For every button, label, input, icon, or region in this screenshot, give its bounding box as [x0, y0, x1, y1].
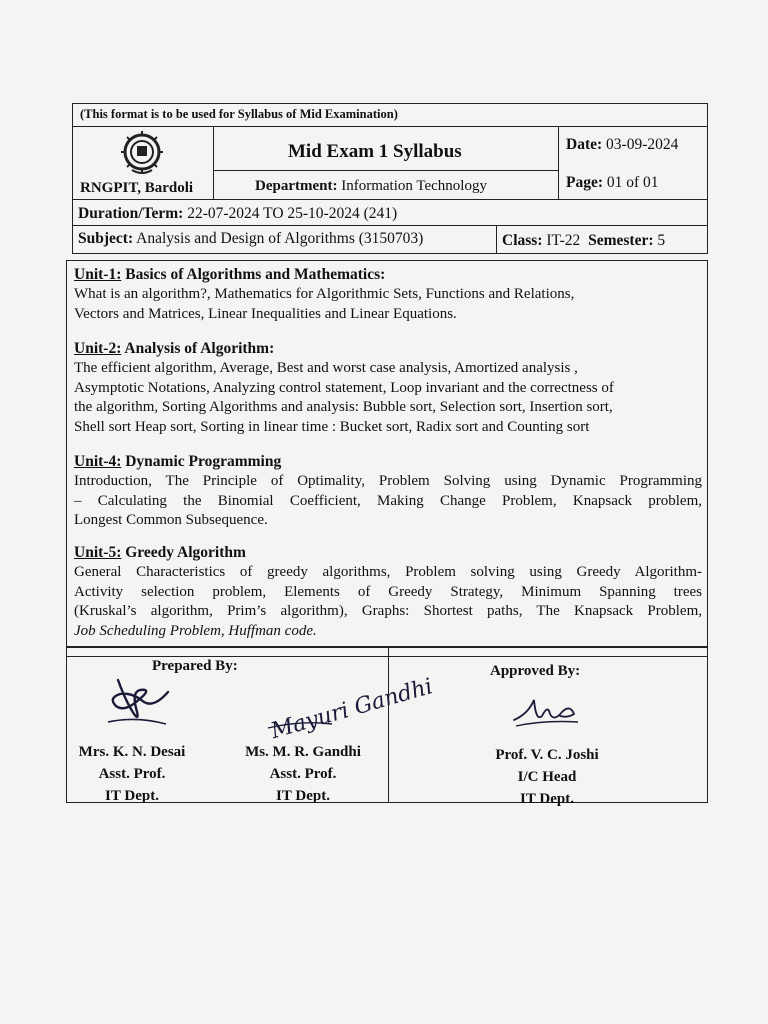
- preparer-1-block: [72, 741, 192, 807]
- page-title: Mid Exam 1 Syllabus: [288, 141, 462, 162]
- unit-4-content: [74, 472, 702, 531]
- semester-value: 5: [657, 232, 666, 249]
- date-label: Date:: [566, 136, 603, 153]
- preparer-1-role: Asst. Prof.: [98, 766, 166, 782]
- class-label: Class:: [502, 232, 543, 249]
- preparer-1-dept: IT Dept.: [105, 788, 159, 804]
- institute-logo: [118, 130, 166, 176]
- unit-5-line: Activity selection problem, Elements of Greedy Strategy, Minimum Spanning trees: [74, 583, 702, 600]
- preparer-2-block: [238, 741, 368, 807]
- signature-joshi: [508, 692, 588, 736]
- department-value: Information Technology: [341, 178, 487, 194]
- unit-4-line: – Calculating the Binomial Coefficient, Making Change Problem, Knapsack problem,: [74, 492, 702, 509]
- unit-4-label: Unit-4:: [74, 453, 122, 470]
- unit-2-content: [74, 359, 702, 437]
- header-rule: [213, 170, 558, 171]
- unit-2-line: Shell sort Heap sort, Sorting in linear time : Bucket sort, Radix sort and Counting sort: [74, 418, 590, 435]
- preparer-2-name: Ms. M. R. Gandhi: [245, 744, 361, 760]
- unit-4-title: Dynamic Programming: [125, 453, 282, 470]
- unit-2-label: Unit-2:: [74, 340, 122, 357]
- approver-block: [482, 744, 612, 810]
- class-value: IT-22: [546, 232, 581, 249]
- approver-dept: IT Dept.: [520, 791, 574, 807]
- preparer-1-name: Mrs. K. N. Desai: [78, 744, 186, 760]
- class-field: [502, 232, 665, 250]
- unit-1-heading: [74, 266, 385, 284]
- unit-2-title: Analysis of Algorithm:: [124, 340, 275, 357]
- duration-label: Duration/Term:: [78, 205, 184, 222]
- unit-1-content: [74, 285, 702, 324]
- unit-4-line: Longest Common Subsequence.: [74, 512, 268, 528]
- signature-desai: [96, 672, 186, 732]
- duration-value: 22-07-2024 TO 25-10-2024 (241): [187, 205, 398, 222]
- page-label: Page:: [566, 174, 604, 191]
- subject-label: Subject:: [78, 230, 134, 247]
- header-rule: [72, 225, 708, 226]
- header-rule: [496, 225, 497, 254]
- prepared-by-label: Prepared By:: [152, 658, 238, 674]
- department: [255, 178, 487, 195]
- unit-2-heading: [74, 340, 274, 358]
- header-rule: [558, 126, 559, 199]
- header-rule: [213, 126, 214, 199]
- unit-5-label: Unit-5:: [74, 544, 122, 561]
- format-note: (This format is to be used for Syllabus of Mid Examination): [80, 107, 398, 121]
- unit-4-heading: [74, 453, 281, 471]
- approved-by-label: Approved By:: [490, 663, 581, 679]
- unit-5-content: [74, 563, 702, 641]
- unit-2-line: the algorithm, Sorting Algorithms and analysis: Bubble sort, Selection sort, Insertion sort,: [74, 399, 613, 415]
- approver-name: Prof. V. C. Joshi: [495, 747, 599, 763]
- page-field: [566, 174, 659, 192]
- date-value: 03-09-2024: [606, 136, 679, 153]
- unit-5-line: General Characteristics of greedy algorithms, Problem solving using Greedy Algorithm-: [74, 564, 702, 580]
- signature-gandhi-text: Mayuri Gandhi: [268, 674, 436, 745]
- signature-rule: [388, 647, 389, 803]
- institute-name: RNGPIT, Bardoli: [80, 180, 194, 196]
- approver-role: I/C Head: [517, 769, 577, 785]
- duration-field: [78, 205, 397, 223]
- preparer-2-dept: IT Dept.: [276, 788, 330, 804]
- subject-value: Analysis and Design of Algorithms (3150703): [136, 230, 424, 247]
- unit-2-line: Asymptotic Notations, Analyzing control statement, Loop invariant and the correctness of: [74, 379, 614, 396]
- unit-5-title: Greedy Algorithm: [125, 544, 246, 561]
- unit-1-title: Basics of Algorithms and Mathematics:: [125, 266, 386, 283]
- unit-4-line: Introduction, The Principle of Optimality, Problem Solving using Dynamic Programming: [74, 473, 702, 489]
- unit-1-line: What is an algorithm?, Mathematics for Algorithmic Sets, Functions and Relations,: [74, 286, 575, 302]
- signature-gandhi: [262, 674, 436, 745]
- unit-1-line: Vectors and Matrices, Linear Inequalities and Linear Equations.: [74, 305, 457, 322]
- date-field: [566, 136, 678, 154]
- header-rule: [72, 199, 708, 200]
- unit-5-line: (Kruskal’s algorithm, Prim’s algorithm), Graphs: Shortest paths, The Knapsack Problem,: [74, 603, 702, 619]
- page-value: 01 of 01: [606, 174, 659, 191]
- department-label: Department:: [255, 178, 338, 194]
- semester-label: Semester:: [588, 232, 654, 249]
- header-rule: [72, 126, 708, 127]
- signature-rule: [66, 656, 708, 657]
- unit-2-line: The efficient algorithm, Average, Best and worst case analysis, Amortized analysis ,: [74, 360, 578, 376]
- subject-field: [78, 230, 423, 248]
- unit-1-label: Unit-1:: [74, 266, 122, 283]
- unit-5-heading: [74, 544, 246, 562]
- unit-5-line: Job Scheduling Problem, Huffman code.: [74, 622, 317, 639]
- preparer-2-role: Asst. Prof.: [269, 766, 337, 782]
